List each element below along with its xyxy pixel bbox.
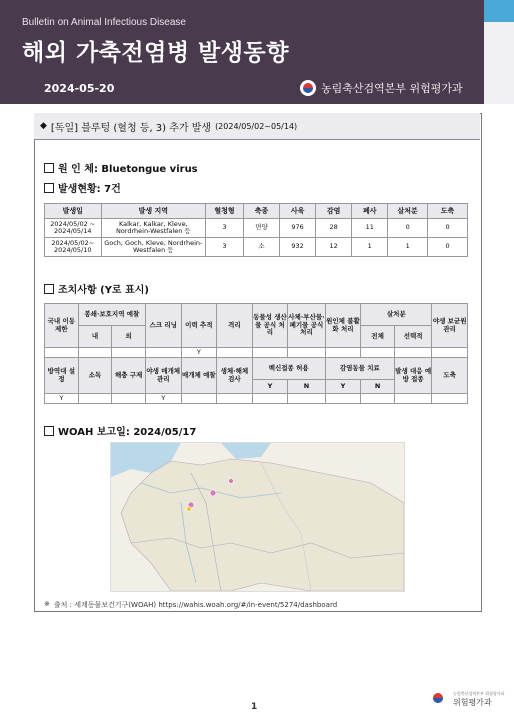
cell xyxy=(361,348,395,358)
cell: 28 xyxy=(316,219,352,238)
measure-header: 원인체 불활화 처리 xyxy=(325,304,361,348)
status-line xyxy=(44,180,121,195)
outbreak-table xyxy=(44,203,468,257)
cell xyxy=(252,348,288,358)
source-note xyxy=(44,600,337,610)
cell xyxy=(181,394,217,404)
col-header: 감염 xyxy=(316,204,352,219)
table-row xyxy=(45,394,468,404)
header-accent xyxy=(484,0,514,22)
col-header: 폐사 xyxy=(352,204,388,219)
cell: Goch, Goch, Kleve, Nordrhein-Westfalen 등 xyxy=(101,238,206,257)
measure-header: 방역대 설정 xyxy=(45,358,79,394)
measure-header: 동물성 생산물 공식 처리 xyxy=(252,304,288,348)
cell xyxy=(217,348,253,358)
cell xyxy=(112,394,146,404)
cell: Y xyxy=(145,394,181,404)
measure-header: 사체·부산물·폐기물 공식 처리 xyxy=(288,304,325,348)
footer-org-small: 농림축산검역본부 위험평가과 xyxy=(453,690,505,696)
page-title: 해외 가축전염병 발생동향 xyxy=(22,40,289,66)
pathogen-line xyxy=(44,160,198,175)
measure-header: 스크 리닝 xyxy=(145,304,181,348)
measure-subheader: 선택적 xyxy=(394,326,431,348)
cell: 1 xyxy=(388,238,428,257)
cell xyxy=(394,348,431,358)
cell xyxy=(325,394,361,404)
cell xyxy=(112,348,146,358)
table-row xyxy=(45,238,468,257)
cell xyxy=(432,394,468,404)
measure-header: 도축 xyxy=(432,358,468,394)
measures-line xyxy=(44,281,149,296)
checkbox-icon xyxy=(44,284,54,294)
measure-header: 소독 xyxy=(78,358,112,394)
measure-header: 격리 xyxy=(217,304,253,348)
org-badge xyxy=(300,80,463,96)
source-prefix: ※ xyxy=(44,600,50,608)
map-graphic xyxy=(111,443,404,591)
report-banner xyxy=(34,113,480,140)
outbreak-map xyxy=(110,442,405,592)
woah-label: WOAH 보고일: 2024/05/17 xyxy=(58,427,197,438)
checkbox-icon xyxy=(44,426,54,436)
measure-subheader: N xyxy=(361,380,395,394)
outbreak-header-row xyxy=(45,204,468,219)
cell xyxy=(145,348,181,358)
cell: 소 xyxy=(244,238,280,257)
measure-subheader: 내 xyxy=(78,326,112,348)
pathogen-label: 원 인 체: Bluetongue virus xyxy=(58,164,198,175)
cell: 976 xyxy=(279,219,315,238)
measure-header: 생체·해체 검사 xyxy=(217,358,253,394)
cell: 0 xyxy=(388,219,428,238)
cell: 3 xyxy=(206,219,244,238)
org-name: 농림축산검역본부 위험평가과 xyxy=(321,82,463,95)
cell: 2024/05/02 ~ 2024/05/14 xyxy=(45,219,102,238)
source-link[interactable]: 출처 : 세계동물보건기구(WOAH) https://wahis.woah.org/#/in-event/5274/dashboard xyxy=(53,601,338,609)
status-label: 발생현황: 7건 xyxy=(58,184,121,195)
footer-logo xyxy=(430,690,505,708)
cell: 2024/05/02~ 2024/05/10 xyxy=(45,238,102,257)
cell: Y xyxy=(181,348,217,358)
cell xyxy=(45,348,79,358)
cell: Kalkar, Kalkar, Kleve, Nordrhein-Westfalen 등 xyxy=(101,219,206,238)
col-header: 도축 xyxy=(428,204,468,219)
measure-header: 백신접종 허용 xyxy=(252,358,325,380)
measure-header: 봉쇄·보호지역 예찰 xyxy=(78,304,145,326)
measure-header: 야생 보균원 관리 xyxy=(432,304,468,348)
measure-header: 해충 구제 xyxy=(112,358,146,394)
checkbox-icon xyxy=(44,163,54,173)
page-number: 1 xyxy=(251,702,258,712)
measure-subheader: 외 xyxy=(112,326,146,348)
cell xyxy=(394,394,431,404)
measure-header: 이력 추적 xyxy=(181,304,217,348)
measures-table xyxy=(44,303,468,404)
bulletin-label: Bulletin on Animal Infectious Disease xyxy=(22,17,186,28)
cell xyxy=(288,348,325,358)
outbreak-marker xyxy=(210,490,216,496)
measures-label: 조치사항 (Y로 표시) xyxy=(58,285,149,296)
measure-subheader: Y xyxy=(325,380,361,394)
cell: Y xyxy=(45,394,79,404)
col-header: 발생일 xyxy=(45,204,102,219)
measure-header: 야생 매개체 관리 xyxy=(145,358,181,394)
measure-subheader: 전체 xyxy=(361,326,395,348)
diamond-bullet-icon: ◆ xyxy=(40,121,47,131)
col-header: 혈청형 xyxy=(206,204,244,219)
outbreak-marker xyxy=(187,507,192,512)
measure-subheader: Y xyxy=(252,380,288,394)
footer-org: 위험평가과 xyxy=(453,697,492,707)
measure-header: 살처분 xyxy=(361,304,432,326)
cell xyxy=(361,394,395,404)
outbreak-marker xyxy=(229,479,234,484)
measure-header: 감염동물 치료 xyxy=(325,358,394,380)
col-header: 축종 xyxy=(244,204,280,219)
banner-label: [독일] 블루텅 (혈청 등, 3) 추가 발생 xyxy=(50,122,212,134)
cell xyxy=(78,348,112,358)
woah-line xyxy=(44,423,196,438)
cell: 면양 xyxy=(244,219,280,238)
cell xyxy=(217,394,253,404)
cell xyxy=(432,348,468,358)
cell xyxy=(252,394,288,404)
measure-header: 매개체 예찰 xyxy=(181,358,217,394)
checkbox-icon xyxy=(44,183,54,193)
agency-logo-icon xyxy=(430,690,448,708)
col-header: 사육 xyxy=(279,204,315,219)
cell: 0 xyxy=(428,238,468,257)
cell: 0 xyxy=(428,219,468,238)
col-header: 살처분 xyxy=(388,204,428,219)
cell: 3 xyxy=(206,238,244,257)
cell xyxy=(288,394,325,404)
banner-period: (2024/05/02~05/14) xyxy=(215,121,298,131)
cell xyxy=(325,348,361,358)
cell: 1 xyxy=(352,238,388,257)
table-row xyxy=(45,348,468,358)
sea-area xyxy=(221,443,271,459)
land-area xyxy=(121,459,404,591)
cell: 11 xyxy=(352,219,388,238)
cell xyxy=(78,394,112,404)
cell: 12 xyxy=(316,238,352,257)
cell: 932 xyxy=(279,238,315,257)
measure-header: 국내 이동 제한 xyxy=(45,304,79,348)
agency-logo-icon xyxy=(300,80,316,96)
report-date: 2024-05-20 xyxy=(44,82,115,95)
table-row xyxy=(45,219,468,238)
measure-subheader: N xyxy=(288,380,325,394)
col-header: 발생 지역 xyxy=(101,204,206,219)
measure-header: 발생 대응 예방 접종 xyxy=(394,358,431,394)
